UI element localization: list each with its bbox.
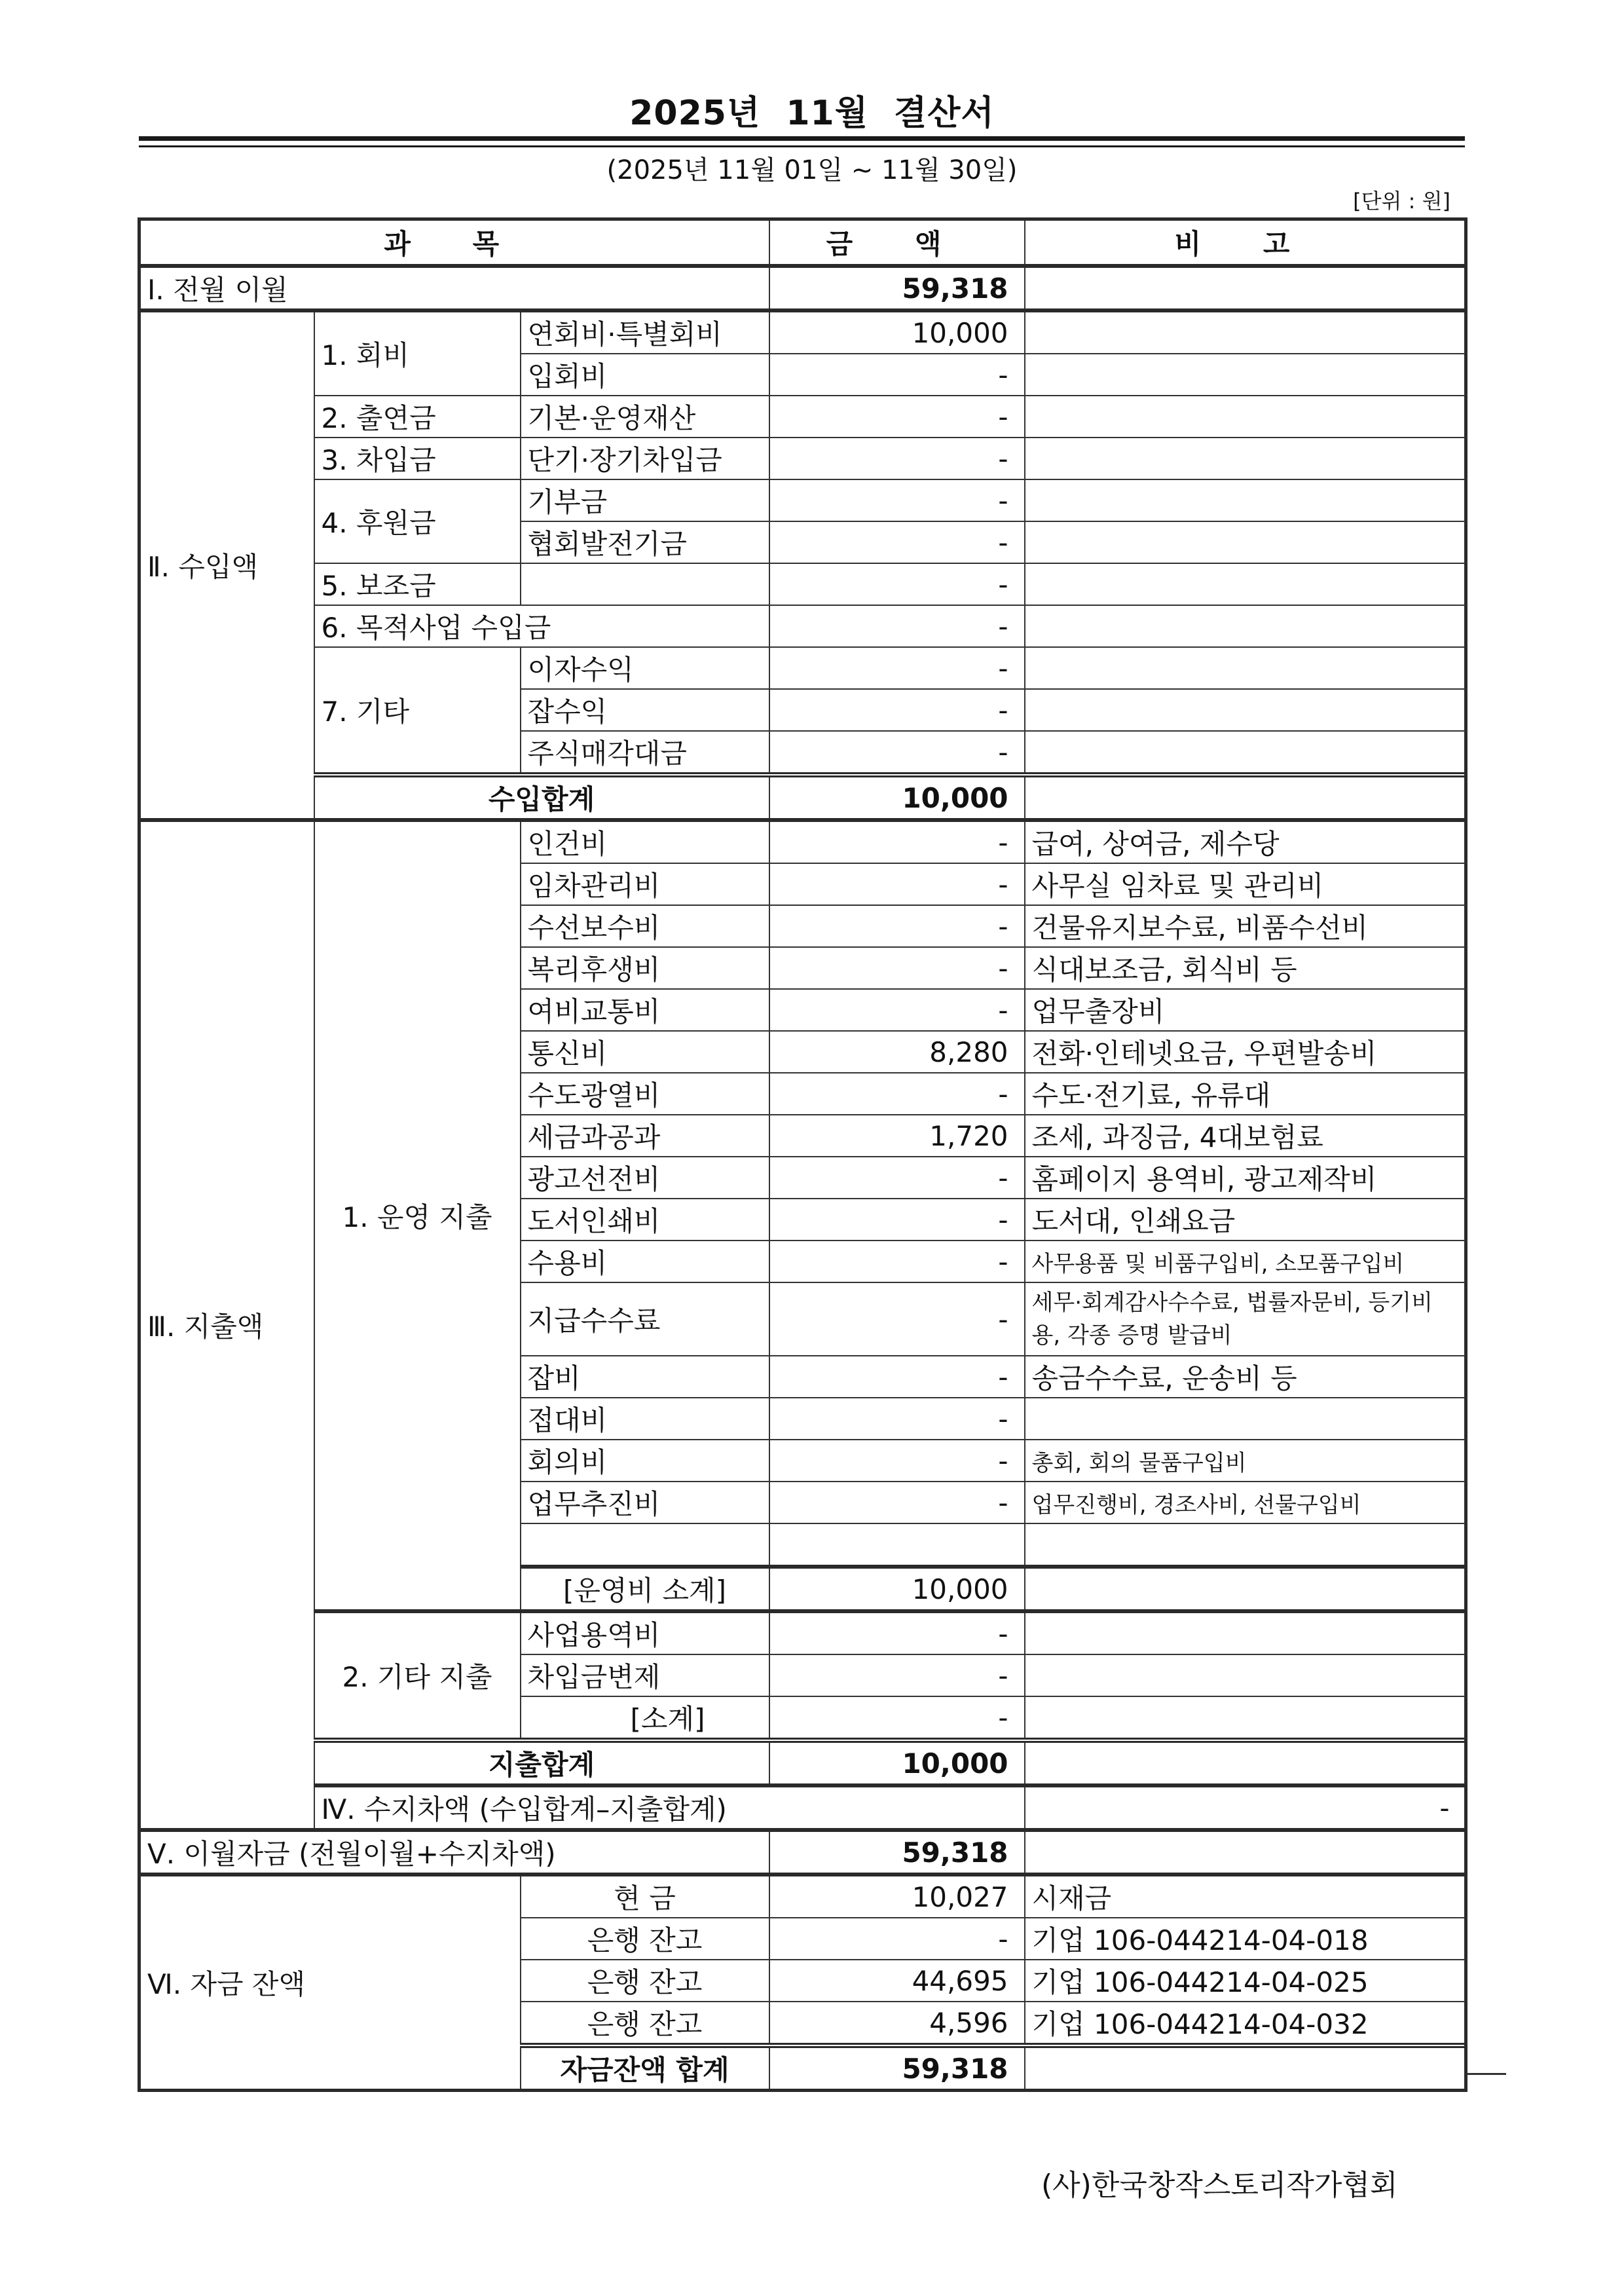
- expense-amount: -: [769, 1073, 1025, 1115]
- expense-note: [1025, 1523, 1466, 1567]
- table-row: [139, 438, 1466, 479]
- income-item: 협회발전기금: [521, 521, 769, 563]
- fund-item: 은행 잔고: [521, 2002, 769, 2045]
- income-item: 잡수익: [521, 689, 769, 731]
- fund-note: 기업 106-044214-04-025: [1025, 1960, 1466, 2002]
- expense-note: 사무용품 및 비품구입비, 소모품구입비: [1025, 1241, 1466, 1282]
- carryover-amount: 59,318: [769, 266, 1025, 310]
- title-rule-thin: [139, 145, 1465, 147]
- fund-amount: -: [769, 1918, 1025, 1960]
- expense-amount: -: [769, 1241, 1025, 1282]
- expense-item: 지급수수료: [521, 1282, 769, 1356]
- income-total-row: [139, 775, 1466, 820]
- income-item: [521, 563, 769, 605]
- expense-item: 세금과공과: [521, 1115, 769, 1157]
- expense-amount: -: [769, 1654, 1025, 1696]
- expense-note: 도서대, 인쇄요금: [1025, 1199, 1466, 1241]
- income-note: [1025, 605, 1466, 647]
- expense-amount: -: [769, 1282, 1025, 1356]
- table-row: [139, 605, 1466, 647]
- carry-forward-label: Ⅴ. 이월자금 (전월이월+수지차액): [139, 1830, 769, 1875]
- expense-note: 홈페이지 용역비, 광고제작비: [1025, 1157, 1466, 1199]
- expense-amount: 1,720: [769, 1115, 1025, 1157]
- income-amount: -: [769, 689, 1025, 731]
- operating-subtotal-note: [1025, 1567, 1466, 1611]
- income-total-note: [1025, 775, 1466, 820]
- income-category: 6. 목적사업 수입금: [314, 605, 769, 647]
- table-row: [139, 647, 1466, 689]
- income-amount: -: [769, 605, 1025, 647]
- expense-note: 송금수수료, 운송비 등: [1025, 1356, 1466, 1398]
- income-note: [1025, 479, 1466, 521]
- income-note: [1025, 438, 1466, 479]
- income-item: 기본·운영재산: [521, 396, 769, 438]
- expense-note: 세무·회계감사수수료, 법률자문비, 등기비용, 각종 증명 발급비: [1025, 1282, 1466, 1356]
- title-label: 결산서: [894, 94, 995, 133]
- income-note: [1025, 647, 1466, 689]
- header-amount: 금 액: [769, 219, 1025, 267]
- expense-note: 수도·전기료, 유류대: [1025, 1073, 1466, 1115]
- other-subtotal-note: [1025, 1696, 1466, 1740]
- income-section-label: Ⅱ. 수입액: [139, 310, 314, 820]
- expense-amount: -: [769, 1440, 1025, 1482]
- income-category: 2. 출연금: [314, 396, 521, 438]
- expense-amount: -: [769, 1398, 1025, 1440]
- organization-name: (사)한국창작스토리작가협회: [1041, 2169, 1398, 2202]
- expense-item: [521, 1523, 769, 1567]
- expense-total-note: [1025, 1740, 1466, 1785]
- income-total-amount: 10,000: [769, 775, 1025, 820]
- operating-subtotal-amount: 10,000: [769, 1567, 1025, 1611]
- table-row: [139, 396, 1466, 438]
- expense-note: [1025, 1654, 1466, 1696]
- income-note: [1025, 731, 1466, 775]
- fund-item: 현 금: [521, 1875, 769, 1918]
- income-amount: -: [769, 354, 1025, 396]
- fund-note: 기업 106-044214-04-018: [1025, 1918, 1466, 1960]
- income-item: 기부금: [521, 479, 769, 521]
- expense-item: 도서인쇄비: [521, 1199, 769, 1241]
- fund-note: 시재금: [1025, 1875, 1466, 1918]
- income-category: 4. 후원금: [314, 479, 521, 563]
- fund-total-label: 자금잔액 합계: [521, 2045, 769, 2091]
- expense-total-row: [139, 1740, 1466, 1785]
- expense-item: 수도광열비: [521, 1073, 769, 1115]
- expense-amount: -: [769, 1611, 1025, 1654]
- expense-amount: -: [769, 1356, 1025, 1398]
- income-total-label: 수입합계: [314, 775, 769, 820]
- table-row: [139, 563, 1466, 605]
- expense-amount: [769, 1523, 1025, 1567]
- expense-item: 차입금변제: [521, 1654, 769, 1696]
- fund-note: 기업 106-044214-04-032: [1025, 2002, 1466, 2045]
- other-subtotal-label: [소계]: [521, 1696, 769, 1740]
- expense-item: 통신비: [521, 1031, 769, 1073]
- expense-note: 업무출장비: [1025, 989, 1466, 1031]
- expense-item: 수용비: [521, 1241, 769, 1282]
- expense-amount: -: [769, 863, 1025, 905]
- expense-amount: -: [769, 905, 1025, 947]
- expense-note: 전화·인테넷요금, 우편발송비: [1025, 1031, 1466, 1073]
- table-row: [139, 1611, 1466, 1654]
- expense-note: 업무진행비, 경조사비, 선물구입비: [1025, 1482, 1466, 1523]
- carryover-label: Ⅰ. 전월 이월: [139, 266, 769, 310]
- expense-item: 임차관리비: [521, 863, 769, 905]
- income-amount: -: [769, 647, 1025, 689]
- expense-item: 광고선전비: [521, 1157, 769, 1199]
- fund-amount: 44,695: [769, 1960, 1025, 2002]
- expense-amount: -: [769, 1199, 1025, 1241]
- income-note: [1025, 354, 1466, 396]
- expense-amount: -: [769, 1157, 1025, 1199]
- income-note: [1025, 521, 1466, 563]
- fund-total-amount: 59,318: [769, 2045, 1025, 2091]
- expense-amount: 8,280: [769, 1031, 1025, 1073]
- income-item: 주식매각대금: [521, 731, 769, 775]
- unit-label: [단위 : 원]: [1353, 189, 1450, 214]
- income-item: 입회비: [521, 354, 769, 396]
- expense-item: 잡비: [521, 1356, 769, 1398]
- expense-item: 회의비: [521, 1440, 769, 1482]
- title-month: 11월: [786, 94, 868, 133]
- balance-diff-row: [139, 1785, 1466, 1830]
- expense-item: 수선보수비: [521, 905, 769, 947]
- title-rule-thick: [139, 136, 1465, 141]
- income-item: 이자수익: [521, 647, 769, 689]
- carryover-row: [139, 266, 1466, 310]
- income-note: [1025, 689, 1466, 731]
- income-item: 연회비·특별회비: [521, 310, 769, 354]
- expense-item: 인건비: [521, 820, 769, 863]
- expense-note: [1025, 1611, 1466, 1654]
- income-amount: -: [769, 521, 1025, 563]
- expense-item: 사업용역비: [521, 1611, 769, 1654]
- other-subtotal-amount: -: [769, 1696, 1025, 1740]
- income-category: 3. 차입금: [314, 438, 521, 479]
- expense-item: 업무추진비: [521, 1482, 769, 1523]
- settlement-table: [138, 217, 1467, 2092]
- header-remarks: 비 고: [1025, 219, 1466, 267]
- income-amount: 10,000: [769, 310, 1025, 354]
- balance-diff-label: Ⅳ. 수지차액 (수입합계–지출합계): [314, 1785, 1025, 1830]
- table-row: [139, 820, 1466, 863]
- operating-expense-label: 1. 운영 지출: [314, 820, 521, 1611]
- expense-note: 사무실 임차료 및 관리비: [1025, 863, 1466, 905]
- income-category: 7. 기타: [314, 647, 521, 775]
- other-expense-label: 2. 기타 지출: [314, 1611, 521, 1740]
- expense-amount: -: [769, 820, 1025, 863]
- fund-item: 은행 잔고: [521, 1918, 769, 1960]
- operating-subtotal-label: [운영비 소계]: [521, 1567, 769, 1611]
- scan-artifact-line: [1467, 2073, 1506, 2075]
- fund-balance-section-label: Ⅵ. 자금 잔액: [139, 1875, 521, 2091]
- expense-item: 여비교통비: [521, 989, 769, 1031]
- fund-item: 은행 잔고: [521, 1960, 769, 2002]
- table-row: [139, 1875, 1466, 1918]
- income-category: 5. 보조금: [314, 563, 521, 605]
- balance-diff-amount: -: [1025, 1785, 1466, 1830]
- carry-forward-row: [139, 1830, 1466, 1875]
- expense-note: 급여, 상여금, 제수당: [1025, 820, 1466, 863]
- fund-amount: 4,596: [769, 2002, 1025, 2045]
- expense-item: 접대비: [521, 1398, 769, 1440]
- expense-total-amount: 10,000: [769, 1740, 1025, 1785]
- income-amount: -: [769, 479, 1025, 521]
- expense-note: 식대보조금, 회식비 등: [1025, 947, 1466, 989]
- fund-total-note: [1025, 2045, 1466, 2091]
- income-category: 1. 회비: [314, 310, 521, 396]
- document-title: [0, 85, 1624, 134]
- carry-forward-amount: 59,318: [769, 1830, 1025, 1875]
- expense-note: 건물유지보수료, 비품수선비: [1025, 905, 1466, 947]
- income-amount: -: [769, 731, 1025, 775]
- income-note: [1025, 563, 1466, 605]
- expense-note: [1025, 1398, 1466, 1440]
- expense-amount: -: [769, 989, 1025, 1031]
- table-row: [139, 479, 1466, 521]
- expense-amount: -: [769, 1482, 1025, 1523]
- title-year: 2025년: [629, 94, 761, 133]
- income-amount: -: [769, 438, 1025, 479]
- expense-note: 총회, 회의 물품구입비: [1025, 1440, 1466, 1482]
- income-amount: -: [769, 396, 1025, 438]
- income-amount: -: [769, 563, 1025, 605]
- carryover-note: [1025, 266, 1466, 310]
- fund-amount: 10,027: [769, 1875, 1025, 1918]
- table-header-row: [139, 219, 1466, 267]
- income-item: 단기·장기차입금: [521, 438, 769, 479]
- carry-forward-note: [1025, 1830, 1466, 1875]
- table-row: [139, 310, 1466, 354]
- expense-note: 조세, 과징금, 4대보험료: [1025, 1115, 1466, 1157]
- report-period: (2025년 11월 01일 ~ 11월 30일): [606, 155, 1018, 185]
- income-note: [1025, 310, 1466, 354]
- expense-section-label: Ⅲ. 지출액: [139, 820, 314, 1830]
- expense-total-label: 지출합계: [314, 1740, 769, 1785]
- expense-item: 복리후생비: [521, 947, 769, 989]
- header-subject: 과 목: [139, 219, 769, 267]
- income-note: [1025, 396, 1466, 438]
- expense-amount: -: [769, 947, 1025, 989]
